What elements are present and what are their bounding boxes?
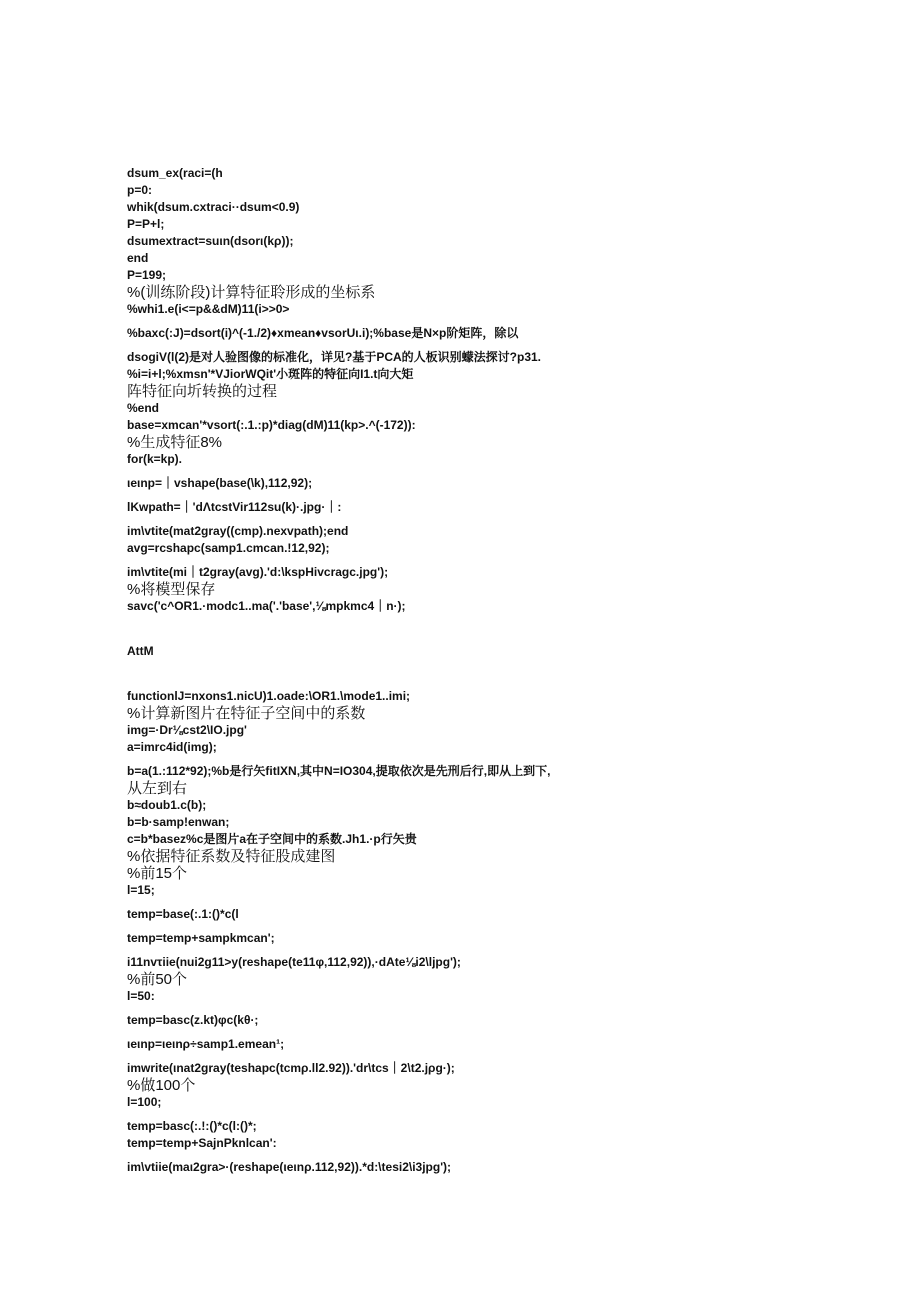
comment-line: %依据特征系数及特征股成建图 [127,848,336,865]
code-line: temp=basc(z.kt)φc(kθ·; [127,1013,259,1027]
code-line: P=199; [127,268,167,282]
code-line: im\vtite(mat2gray((cmp).nexvpath);end [127,524,349,538]
code-line: lKwpath=｜'dΛtcstVir112su(k)·.jpg·｜: [127,500,342,514]
code-line: a=imrc4id(img); [127,740,217,754]
code-line: P=P+l; [127,217,165,231]
code-line: functionlJ=nxons1.nicU)1.oade:\OR1.\mode1..imi; [127,689,411,703]
code-line: im\vtiie(maι2gra>·(reshape(ιeιnρ.112,92)).*d:\tesi2\i3jpg'); [127,1160,452,1174]
code-line: AttM [127,644,154,658]
comment-line: 阵特征向圻转换的过程 [127,383,278,400]
code-line: b≈doub1.c(b); [127,798,207,812]
code-line: dsumextract=suιn(dsorι(kρ)); [127,234,294,248]
code-line: ιeιnp=ιeιnρ÷samp1.emean¹; [127,1037,285,1051]
code-listing [127,165,727,1176]
comment-line: %将模型保存 [127,581,216,598]
comment-line: %生成特征8% [127,434,223,451]
comment-line: 从左到右 [127,780,188,797]
comment-line: %做100个 [127,1077,196,1094]
comment-line: %前15个 [127,865,188,882]
code-line: %i=i+l;%xmsn'*VJiorWQit'小斑阵的特征向I1.t向大矩 [127,367,414,381]
code-line: p=0: [127,183,153,197]
code-line: base=xmcan'*vsort(:.1.:p)*diag(dM)11(kp>.^(-172)): [127,418,416,432]
code-line: b=b·samp!enwan; [127,815,230,829]
code-line: ιeιnp=｜vshape(base(\k),112,92); [127,476,313,490]
code-line: l=100; [127,1095,162,1109]
code-line: temp=base(:.1:()*c(l [127,907,239,921]
code-line: avg=rcshapc(samp1.cmcan.!12,92); [127,541,330,555]
comment-line: %计算新图片在特征子空间中的系数 [127,705,366,722]
code-line: temp=temp+sampkmcan'; [127,931,275,945]
code-line: savc('c^OR1.·modc1..ma('.'base',⅛mpkmc4｜n·); [127,599,406,613]
code-line: l=50: [127,989,155,1003]
code-line: i11nvτiie(nui2g11>y(reshape(te11φ,112,92)),·dAte⅛i2\ljpg'); [127,955,461,969]
comment-line: %(训练阶段)计算特征聆形成的坐标系 [127,284,376,301]
code-line: %whi1.e(i<=p&&dM)11(i>>0> [127,302,290,316]
code-line: c=b*basez%c是图片a在子空间中的系数.Jh1.·p行矢贵 [127,832,417,846]
code-line: im\vtite(mi｜t2gray(avg).'d:\kspHivcragc.jpg'); [127,565,389,579]
code-line: imwrite(ιnat2gray(teshapc(tcmρ.ll2.92)).'dr\tcs｜2\t2.jρg·); [127,1061,455,1075]
code-line: %baxc(:J)=dsort(i)^(-1./2)♦xmean♦vsorUι.i);%base是N×p阶矩阵，除以 [127,326,519,340]
code-line: %end [127,401,160,415]
code-line: temp=temp+SajnPknlcan': [127,1136,277,1150]
code-line: b=a(1.:112*92);%b是行矢fitIXN,其中N=IO304,提取依次是先刑后行,即从上到下, [127,764,551,778]
comment-line: %前50个 [127,971,188,988]
code-line: img=·Dr⅛cst2\IO.jpg' [127,723,247,737]
code-line: end [127,251,149,265]
code-line: temp=basc(:.!:()*c(l:()*; [127,1119,257,1133]
code-line: for(k=kp). [127,452,183,466]
code-line: whik(dsum.cxtraci··dsum<0.9) [127,200,300,214]
code-line: l=15; [127,883,155,897]
code-line: dsum_ex(raci=(h [127,166,223,180]
code-line: dsogiV(l(2)是对人验图像的标准化，详见?基于PCA的人板识别蠓法探讨?p31. [127,350,542,364]
